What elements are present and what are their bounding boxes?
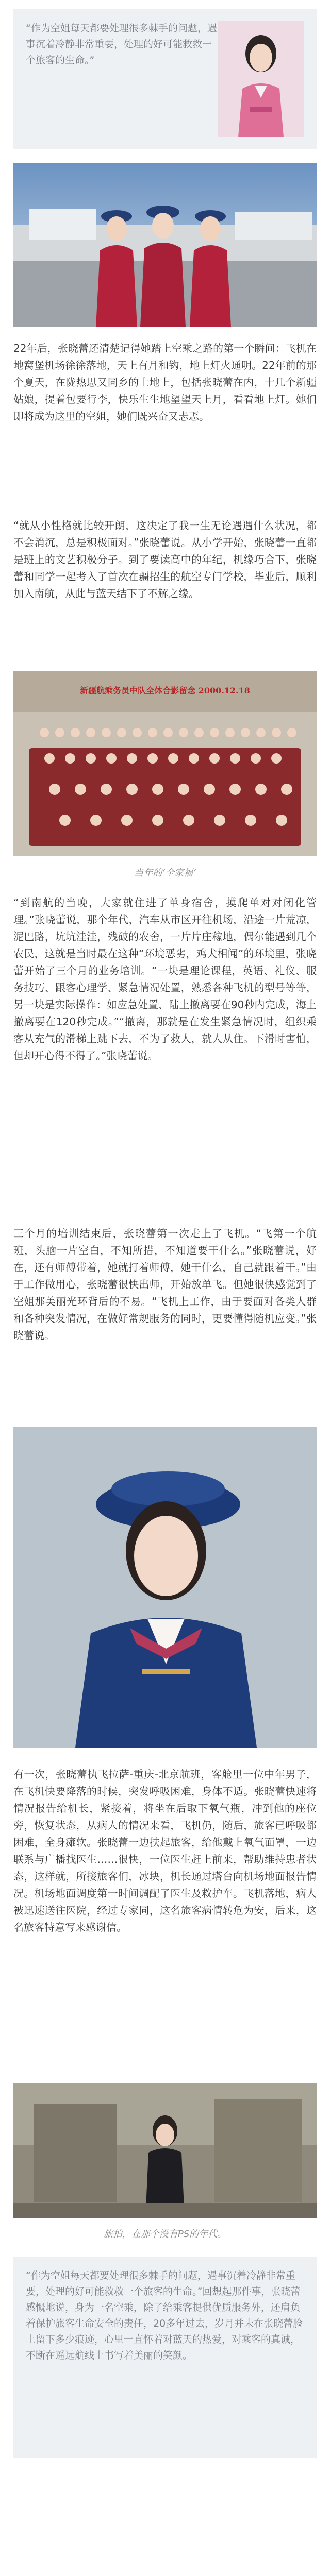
travel-photo-caption: 旅拍，在那个没有PS的年代。: [103, 2229, 227, 2240]
three-stewardesses-photo: [13, 163, 317, 327]
paragraph-personality: “就从小性格就比较开朗，这决定了我一生无论遇遇什么状况，都不会消沉，总是积极面对。”张晓蕾说。从小学开始，张晓蕾一直都是班上的文艺积极分子。到了要读高中的年纪，机缘巧合下，张晓蕾和同学一起考入了首次在疆招生的航空专门学校，毕业后，顺利加入南航，从此与蓝天结下了不解之缘。: [13, 519, 317, 600]
group-photo-banner: 新疆航乘务员中队全体合影留念 2000.12.18: [80, 686, 250, 696]
paragraph-arrival: 22年后，张晓蕾还清楚记得她踏上空乘之路的第一个瞬间：飞机在地窝堡机场徐徐落地，天上有月和钩，地上灯火通明。22年前的那个夏天，在陇热思又同乡的土地上，包括张晓蕾在内，十几个新疆姑娘，提着包要行李，快乐生生地望望天上月，看看地上灯。她们即将成为这里的空姐，她们既兴奋又忐忑。: [13, 342, 317, 422]
closing-quote-card: [13, 2257, 317, 2458]
paragraph-training: “到南航的当晚，大家就住进了单身宿舍，摸爬单对对闭化管理。”张晓蕾说，那个年代，汽车从市区开往机场，沿途一片荒凉，泥巴路，坑坑洼洼，残破的农舍，一片片庄稼地，偶尔能遇到几个农民，这就是当时最在这种“环境恶劣，鸡犬相闻”的环境里，张晓蕾开始了三个月的业务培训。“一块是理论课程，英语、礼仪、服务技巧、跟客心理学、紧急情况处置，熟悉各种飞机的型号等等，另一块是实际操作：如应急处置、陆上撤离要在90秒内完成，海上撤离要在120秒完成。”“撤离，那就是在发生紧急情况时，组织乘客从充气的滑梯上跳下去，不为了救人，就人从住。下滑时害怕，但却开心得不得了。”张晓蕾说。: [13, 896, 317, 1062]
stewardess-portrait-image: [218, 21, 304, 137]
paragraph-emergency: 有一次，张晓蕾执飞拉萨-重庆-北京航班，客舱里一位中年男子，在飞机快要降落的时候，突发呼吸困难，身体不适。张晓蕾快速将情况报告给机长，紧接着，将坐在后取下氧气瓶，冲到他的座位旁，恢复状态，从病人的情况来看，飞机仍，随后，旅客已呼吸都困难，全身瘫软。张晓蕾一边扶起旅客，给他戴上氧气面罩，一边联系与广播找医生……很快，一位医生赶上前来，帮助维持患者状态，这样就，所接旅客们，冰块，机长通过塔台向机场地面报告情况。机场地面调度第一时间调配了医生及救护车。飞机落地，病人被迅速送往医院，经过专家同，这名旅客病情转危为安，后来，这名旅客特意写来感谢信。: [13, 1768, 317, 1934]
group-photo-caption: 当年的‘全家福’: [134, 868, 196, 878]
paragraph-first-flight: 三个月的培训结束后，张晓蕾第一次走上了飞机。“飞第一个航班，头脑一片空白，不知所措，不知道要干什么。”张晓蕾说，好在，还有师傅带着，她就打着师傅，她干什么，自己就跟着干。”由于工作做用心，张晓蕾很快出师，开始放单飞。但她很快感觉到了空姐那美丽光环背后的不易。“飞机上工作，由于要面对各类人群和各种突发情况，在做好常规服务的同时，更要懂得随机应变。”张晓蕾说。: [13, 1227, 317, 1342]
intro-quote-card: [13, 9, 317, 149]
closing-quote-text: “作为空姐每天都要处理很多棘手的问题，遇事沉着冷静非常重要，处理的好可能救救一个旅客的生命。”回想起那件事，张晓蕾感慨地说，身为一名空乘，除了给乘客提供优质服务外，还肩负着保护旅客生命安全的责任，20多年过去，岁月并未在张晓蕾脸上留下多少痕迹，心里一直怀着对蓝天的热爱，对乘客的真诚，不断在遥远航线上书写着美丽的笑颜。: [26, 2270, 303, 2361]
travel-photo: [13, 2083, 317, 2218]
group-photo: [13, 671, 317, 856]
uniform-portrait-photo: [13, 1427, 317, 1748]
intro-quote-text: “作为空姐每天都要处理很多棘手的问题，遇事沉着冷静非常重要，处理的好可能救救一个旅客的生命。”: [26, 23, 217, 66]
